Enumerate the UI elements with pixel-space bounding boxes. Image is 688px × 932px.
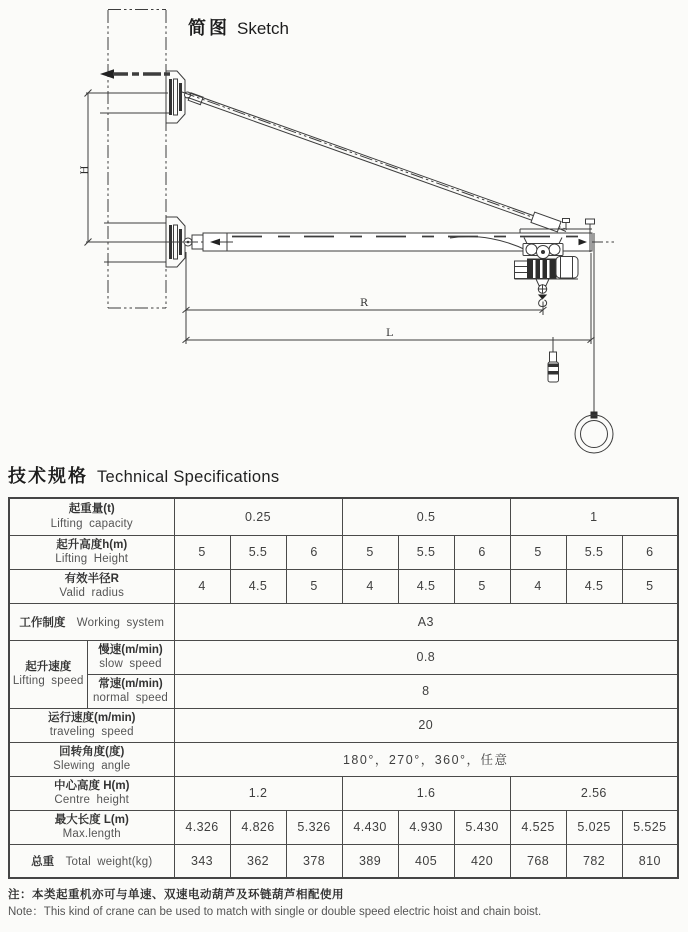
dim-label-r: R [360,297,368,309]
label-zh: 起升高度h(m) [56,538,128,551]
value-cell: 4 [342,569,398,603]
value-cell: 4.5 [398,569,454,603]
row-lifting-height [9,535,678,569]
label-max-length [9,810,174,844]
row-working-system [9,603,678,640]
sketch-title-en: Sketch [237,19,289,38]
tie-rod [182,92,567,232]
section-heading [8,462,688,488]
dim-label-h: H [79,165,91,175]
value-cell: 5 [174,535,230,569]
value-cell: 768 [510,844,566,878]
label-total-weight [9,844,174,878]
label-en: normal speed [92,692,169,704]
value-cell: 5 [286,569,342,603]
value-cell: 4 [174,569,230,603]
dim-label-l: L [386,327,393,339]
spec-table [8,497,679,879]
value-cell: 5 [510,535,566,569]
value-cell: 5.5 [230,535,286,569]
value-cell: 4.826 [230,810,286,844]
value-cell: 362 [230,844,286,878]
value-cell: 8 [174,674,678,708]
label-en: Lifting capacity [50,517,133,530]
label-zh: 起升速度 [25,660,72,673]
value-cell: 5 [342,535,398,569]
value-cell: 4.5 [566,569,622,603]
row-total-weight [9,844,678,878]
crane-sketch [0,0,688,458]
value-cell: 5 [622,569,678,603]
value-cell: 378 [286,844,342,878]
value-cell: 6 [622,535,678,569]
value-cell: 5.326 [286,810,342,844]
label-zh: 回转角度(度) [59,745,125,758]
label-en: traveling speed [49,726,134,738]
label-en: Valid radius [59,587,125,599]
row-valid-radius [9,569,678,603]
label-zh: 中心高度 H(m) [54,779,130,792]
value-cell: 6 [286,535,342,569]
label-slewing-angle [9,742,174,776]
label-slow-speed [87,640,174,674]
label-en: Slewing angle [53,760,131,772]
wall-column [108,10,166,309]
label-zh: 总重 [31,855,55,868]
footnote-zh: 注：本类起重机亦可与单速、双速电动葫芦及环链葫芦相配使用 [8,889,344,901]
label-working-system [9,603,174,640]
value-cell: 810 [622,844,678,878]
label-zh: 常速(m/min) [98,677,163,690]
value-cell: 343 [174,844,230,878]
label-traveling-speed [9,708,174,742]
label-lifting-height [9,535,174,569]
footnote-en: Note：This kind of crane can be used to match with single or double speed electric hoist and chain boist. [8,906,542,918]
label-zh: 运行速度(m/min) [47,711,136,724]
value-cell: 5.430 [454,810,510,844]
row-max-length [9,810,678,844]
label-zh: 慢速(m/min) [98,643,163,656]
label-normal-speed [87,674,174,708]
label-zh: 最大长度 L(m) [54,813,129,826]
value-cell: 405 [398,844,454,878]
value-cell: 5.5 [566,535,622,569]
row-centre-height [9,776,678,810]
label-centre-height [9,776,174,810]
value-cell: 5.025 [566,810,622,844]
label-zh: 起重量(t) [68,503,115,516]
value-cell: 420 [454,844,510,878]
label-en: slow speed [99,658,162,670]
row-normal-speed [9,674,678,708]
label-lifting-speed [9,640,87,708]
row-slewing-angle [9,742,678,776]
value-cell: 5.525 [622,810,678,844]
sketch-title-zh: 简图 [188,18,230,38]
label-zh: 有效半径R [64,572,119,585]
value-cell: 4.430 [342,810,398,844]
row-slow-speed [9,640,678,674]
row-traveling-speed [9,708,678,742]
value-cell: 1.6 [342,776,510,810]
value-cell: 5.5 [398,535,454,569]
label-valid-radius [9,569,174,603]
footnote [8,886,688,919]
value-cell: 4.930 [398,810,454,844]
label-en: Total weight(kg) [65,855,153,868]
value-cell: 4.326 [174,810,230,844]
value-cell: 4.5 [230,569,286,603]
label-en: Centre height [54,794,130,806]
section-title-zh: 技术规格 [8,466,88,486]
label-lifting-capacity [9,498,174,535]
top-bracket [166,71,203,123]
value-cell: 4.525 [510,810,566,844]
value-cell: 20 [174,708,678,742]
label-en: Lifting speed [12,675,84,687]
value-cell: 4 [510,569,566,603]
value-cell: 0.8 [174,640,678,674]
electric-hoist [515,257,579,280]
label-en: Lifting Height [55,553,129,565]
pendant-control [548,337,559,382]
value-cell: A3 [174,603,678,640]
pendant-cable [575,233,613,453]
value-cell: 0.25 [174,498,342,535]
value-cell: 389 [342,844,398,878]
value-cell: 2.56 [510,776,678,810]
value-cell: 6 [454,535,510,569]
value-cell: 0.5 [342,498,510,535]
label-en: Working system [76,616,165,629]
sketch-title [188,17,289,38]
label-zh: 工作制度 [19,616,66,629]
value-cell: 1 [510,498,678,535]
sketch-section [0,0,688,458]
section-title-en: Technical Specifications [97,468,280,486]
label-en: Max.length [62,828,121,840]
value-cell: 5 [454,569,510,603]
load-arrow [100,69,170,79]
value-cell: 180°，270°，360°，任意 [174,742,678,776]
row-lifting-capacity [9,498,678,535]
value-cell: 782 [566,844,622,878]
value-cell: 1.2 [174,776,342,810]
